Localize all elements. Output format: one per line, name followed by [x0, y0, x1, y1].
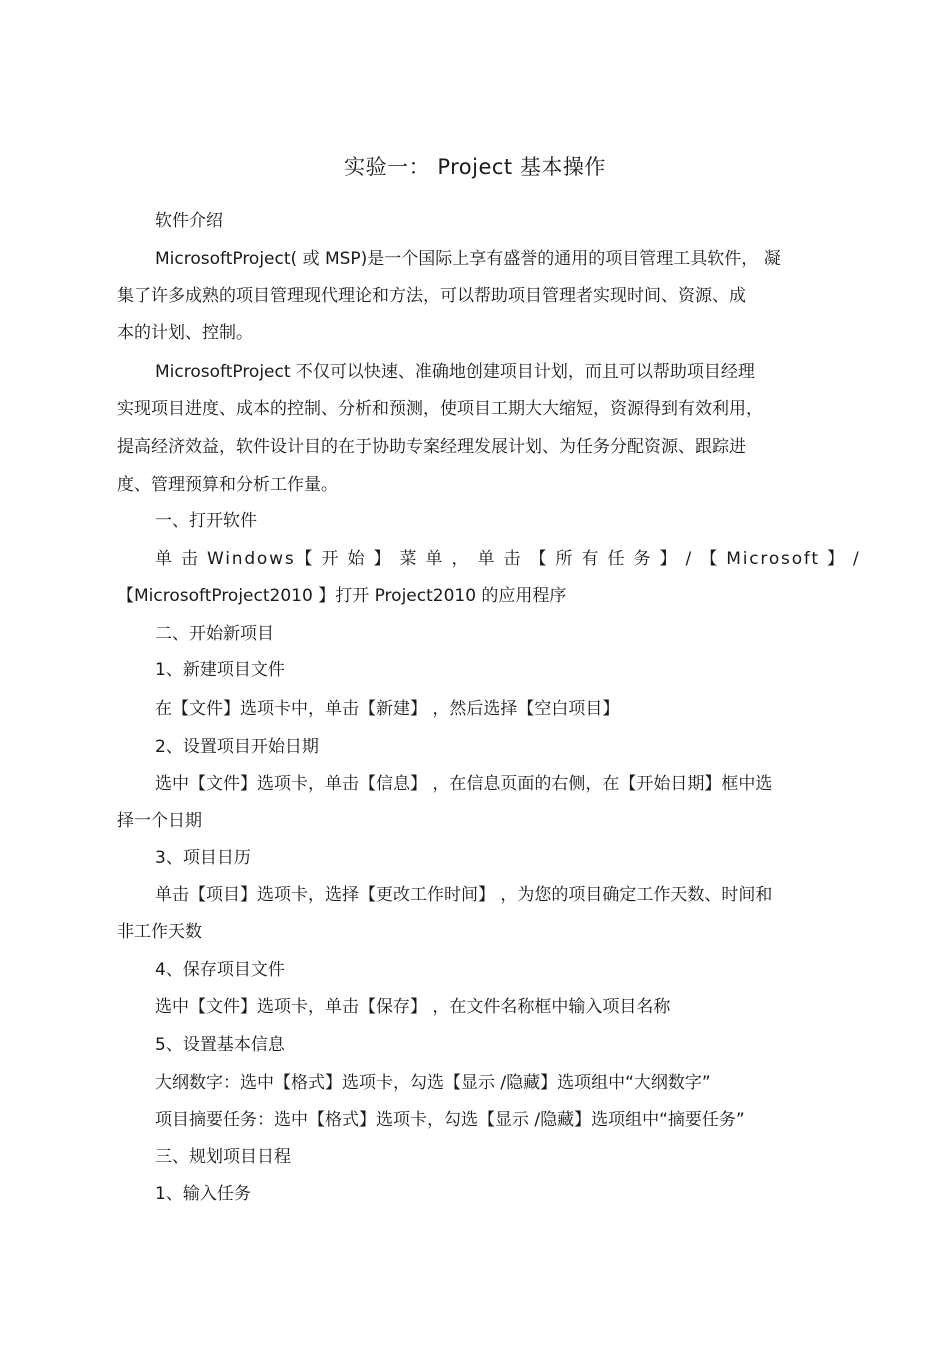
paragraph-line: 提高经济效益，软件设计目的在于协助专案经理发展计划、为任务分配资源、跟踪进: [117, 437, 746, 457]
paragraph-line: 实现项目进度、成本的控制、分析和预测，使项目工期大大缩短，资源得到有效利用，: [117, 399, 763, 419]
subsection-heading: 2、设置项目开始日期: [155, 737, 319, 757]
section-heading: 一、打开软件: [155, 511, 257, 531]
paragraph-line: 单 击 Windows【 开 始 】 菜 单 ， 单 击 【 所 有 任 务 】 / 【 Microsoft 】 /: [155, 549, 861, 569]
paragraph-line: 择一个日期: [117, 811, 202, 831]
paragraph-line: MicrosoftProject 不仅可以快速、准确地创建项目计划，而且可以帮助项目经理: [155, 362, 755, 382]
paragraph-line: 本的计划、控制。: [117, 323, 253, 343]
subsection-heading: 4、保存项目文件: [155, 960, 285, 980]
paragraph-line: [155, 246, 832, 272]
subsection-heading: 1、输入任务: [155, 1184, 251, 1204]
paragraph-line-text: MicrosoftProject( 或 MSP)是一个国际上享有盛誉的通用的项目管理工具软件， 凝: [155, 249, 781, 269]
subsection-heading: 5、设置基本信息: [155, 1035, 285, 1055]
section-heading: 三、规划项目日程: [155, 1147, 291, 1167]
section-heading-software-intro: 软件介绍: [155, 211, 223, 231]
paragraph-line: 选中【文件】选项卡，单击【保存】 ，在文件名称框中输入项目名称: [155, 997, 671, 1017]
paragraph-line: 度、管理预算和分析工作量。: [117, 475, 338, 495]
subsection-heading: 3、项目日历: [155, 848, 251, 868]
paragraph-line: 在【文件】选项卡中，单击【新建】 ，然后选择【空白项目】: [155, 699, 620, 719]
document-title: 实验一： Project 基本操作: [344, 155, 606, 179]
paragraph-line: 选中【文件】选项卡，单击【信息】 ，在信息页面的右侧，在【开始日期】框中选: [155, 774, 773, 794]
paragraph-line: 单击【项目】选项卡，选择【更改工作时间】 ，为您的项目确定工作天数、时间和: [155, 885, 773, 905]
paragraph-line: 大纲数字：选中【格式】选项卡，勾选【显示 /隐藏】选项组中“大纲数字”: [155, 1073, 711, 1093]
section-heading: 二、开始新项目: [155, 624, 274, 644]
paragraph-line: 项目摘要任务：选中【格式】选项卡，勾选【显示 /隐藏】选项组中“摘要任务”: [155, 1110, 745, 1130]
paragraph-line: 【MicrosoftProject2010 】打开 Project2010 的应用程序: [117, 586, 567, 606]
paragraph-line: 集了许多成熟的项目管理现代理论和方法，可以帮助项目管理者实现时间、资源、成: [117, 286, 746, 306]
subsection-heading: 1、新建项目文件: [155, 660, 285, 680]
paragraph-line: 非工作天数: [117, 922, 202, 942]
